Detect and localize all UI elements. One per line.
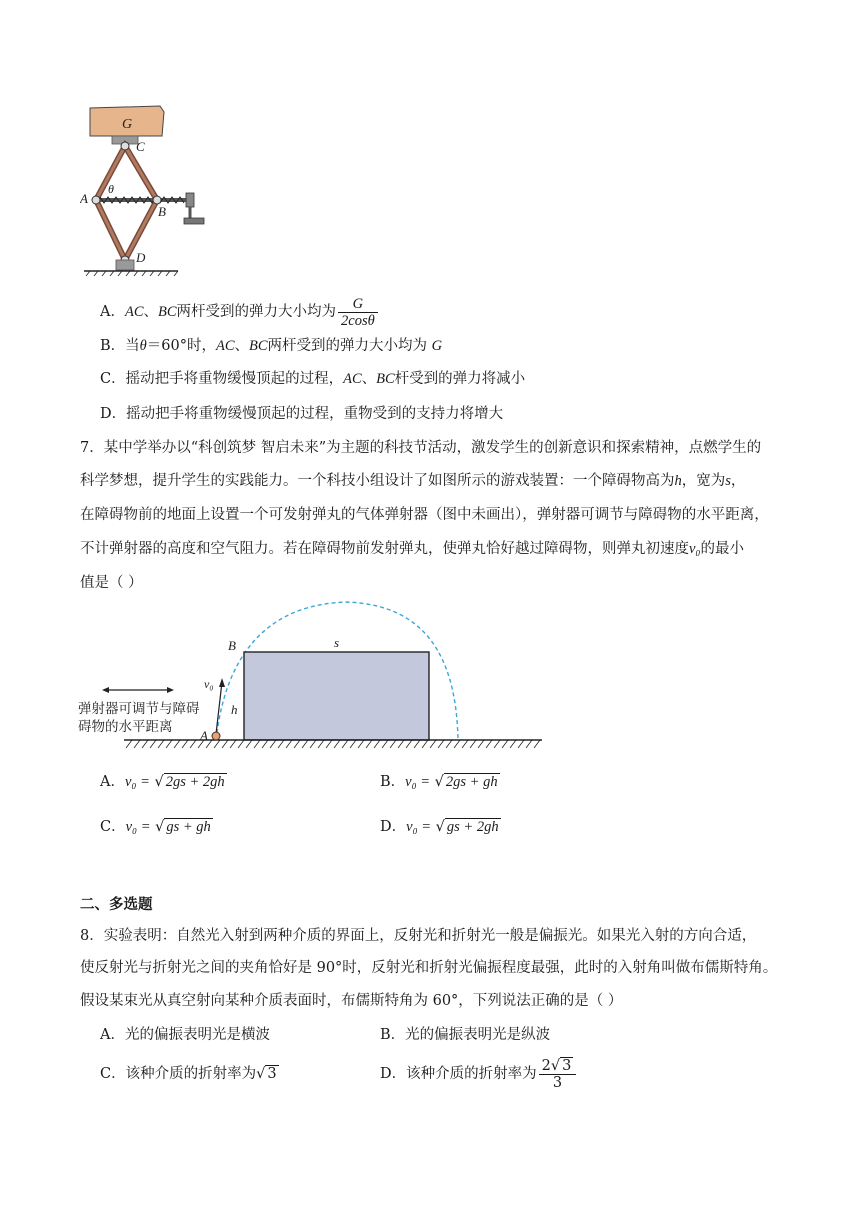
q8-line-3: 假设某束光从真空射向某种介质表面时，布儒斯特角为 60°，下列说法正确的是（ ） bbox=[80, 993, 623, 1009]
q7-option-a: A．v₀ = √ 2gs + 2gh bbox=[100, 774, 225, 790]
section-title: 二、多选题 bbox=[80, 896, 153, 913]
label-C: C bbox=[136, 139, 145, 154]
label-h: h bbox=[231, 702, 238, 717]
q8-option-b: B．光的偏振表明光是纵波 bbox=[380, 1027, 551, 1043]
label-B: B bbox=[158, 204, 166, 219]
q6-option-c: C．摇动把手将重物缓慢顶起的过程，AC、BC杆受到的弹力将减小 bbox=[100, 371, 526, 387]
label-A: A bbox=[80, 191, 88, 206]
label-B: B bbox=[228, 638, 236, 653]
q8-line-1: 8．实验表明：自然光入射到两种介质的界面上，反射光和折射光一般是偏振光。如果光入射的方向合适， bbox=[80, 928, 757, 944]
fraction-g-over-2cos: $\frac{G}{2\cos\theta}$ bbox=[338, 296, 378, 329]
q7-option-b: B．v₀ = √ 2gs + gh bbox=[380, 774, 498, 790]
q8-option-c: C．该种介质的折射率为√ 3 bbox=[100, 1066, 277, 1082]
label-A: A bbox=[200, 728, 208, 743]
q6-option-d: D．摇动把手将重物缓慢顶起的过程，重物受到的支持力将增大 bbox=[100, 406, 504, 422]
q7-line-3: 在障碍物前的地面上设置一个可发射弹丸的气体弹射器（图中未画出），弹射器可调节与障碍物的水平距离， bbox=[80, 507, 769, 523]
projectile-obstacle-figure bbox=[76, 594, 546, 754]
q7-line-5: 值是（ ） bbox=[80, 575, 143, 591]
label-s: s bbox=[334, 635, 340, 650]
label-v0: v₀ bbox=[204, 677, 214, 691]
q7-line-2: 科学梦想，提升学生的实践能力。一个科技小组设计了如图所示的游戏装置：一个障碍物高为h，宽为s， bbox=[80, 473, 746, 489]
scissor-jack-figure bbox=[80, 100, 220, 280]
fraction-2sqrt3-over-3: $\frac{2√ 3}{3}$ bbox=[539, 1057, 577, 1091]
label-theta: θ bbox=[108, 182, 114, 196]
figure-caption-line-1: 弹射器可调节与障碍 bbox=[78, 701, 200, 717]
q6-option-b: B．当θ＝60°时，AC、BC两杆受到的弹力大小均为 G bbox=[100, 338, 443, 354]
label-G: G bbox=[122, 117, 133, 132]
q6-option-a: A．AC、BC两杆受到的弹力大小均为 $\frac{G}{2\cos\theta}$ bbox=[100, 295, 380, 329]
q7-line-1: 7．某中学举办以“科创筑梦 智启未来”为主题的科技节活动，激发学生的创新意识和探索精神，点燃学生的 bbox=[80, 440, 762, 456]
q7-option-c: C．v₀ = √ gs + gh bbox=[100, 819, 211, 835]
figure-caption-line-2: 碍物的水平距离 bbox=[78, 719, 173, 735]
obstacle-block bbox=[244, 652, 429, 740]
q7-line-4: 不计弹射器的高度和空气阻力。若在障碍物前发射弹丸，使弹丸恰好越过障碍物，则弹丸初速度v₀的最小 bbox=[80, 541, 744, 557]
q8-option-d: D．该种介质的折射率为 $\frac{2√ 3}{3}$ bbox=[380, 1056, 578, 1092]
q8-option-a: A．光的偏振表明光是横波 bbox=[100, 1027, 270, 1043]
q7-option-d: D．v₀ = √ gs + 2gh bbox=[380, 819, 499, 835]
label-D: D bbox=[136, 250, 146, 265]
q8-line-2: 使反射光与折射光之间的夹角恰好是 90°时，反射光和折射光偏振程度最强，此时的入射角叫做布儒斯特角。 bbox=[80, 960, 778, 976]
